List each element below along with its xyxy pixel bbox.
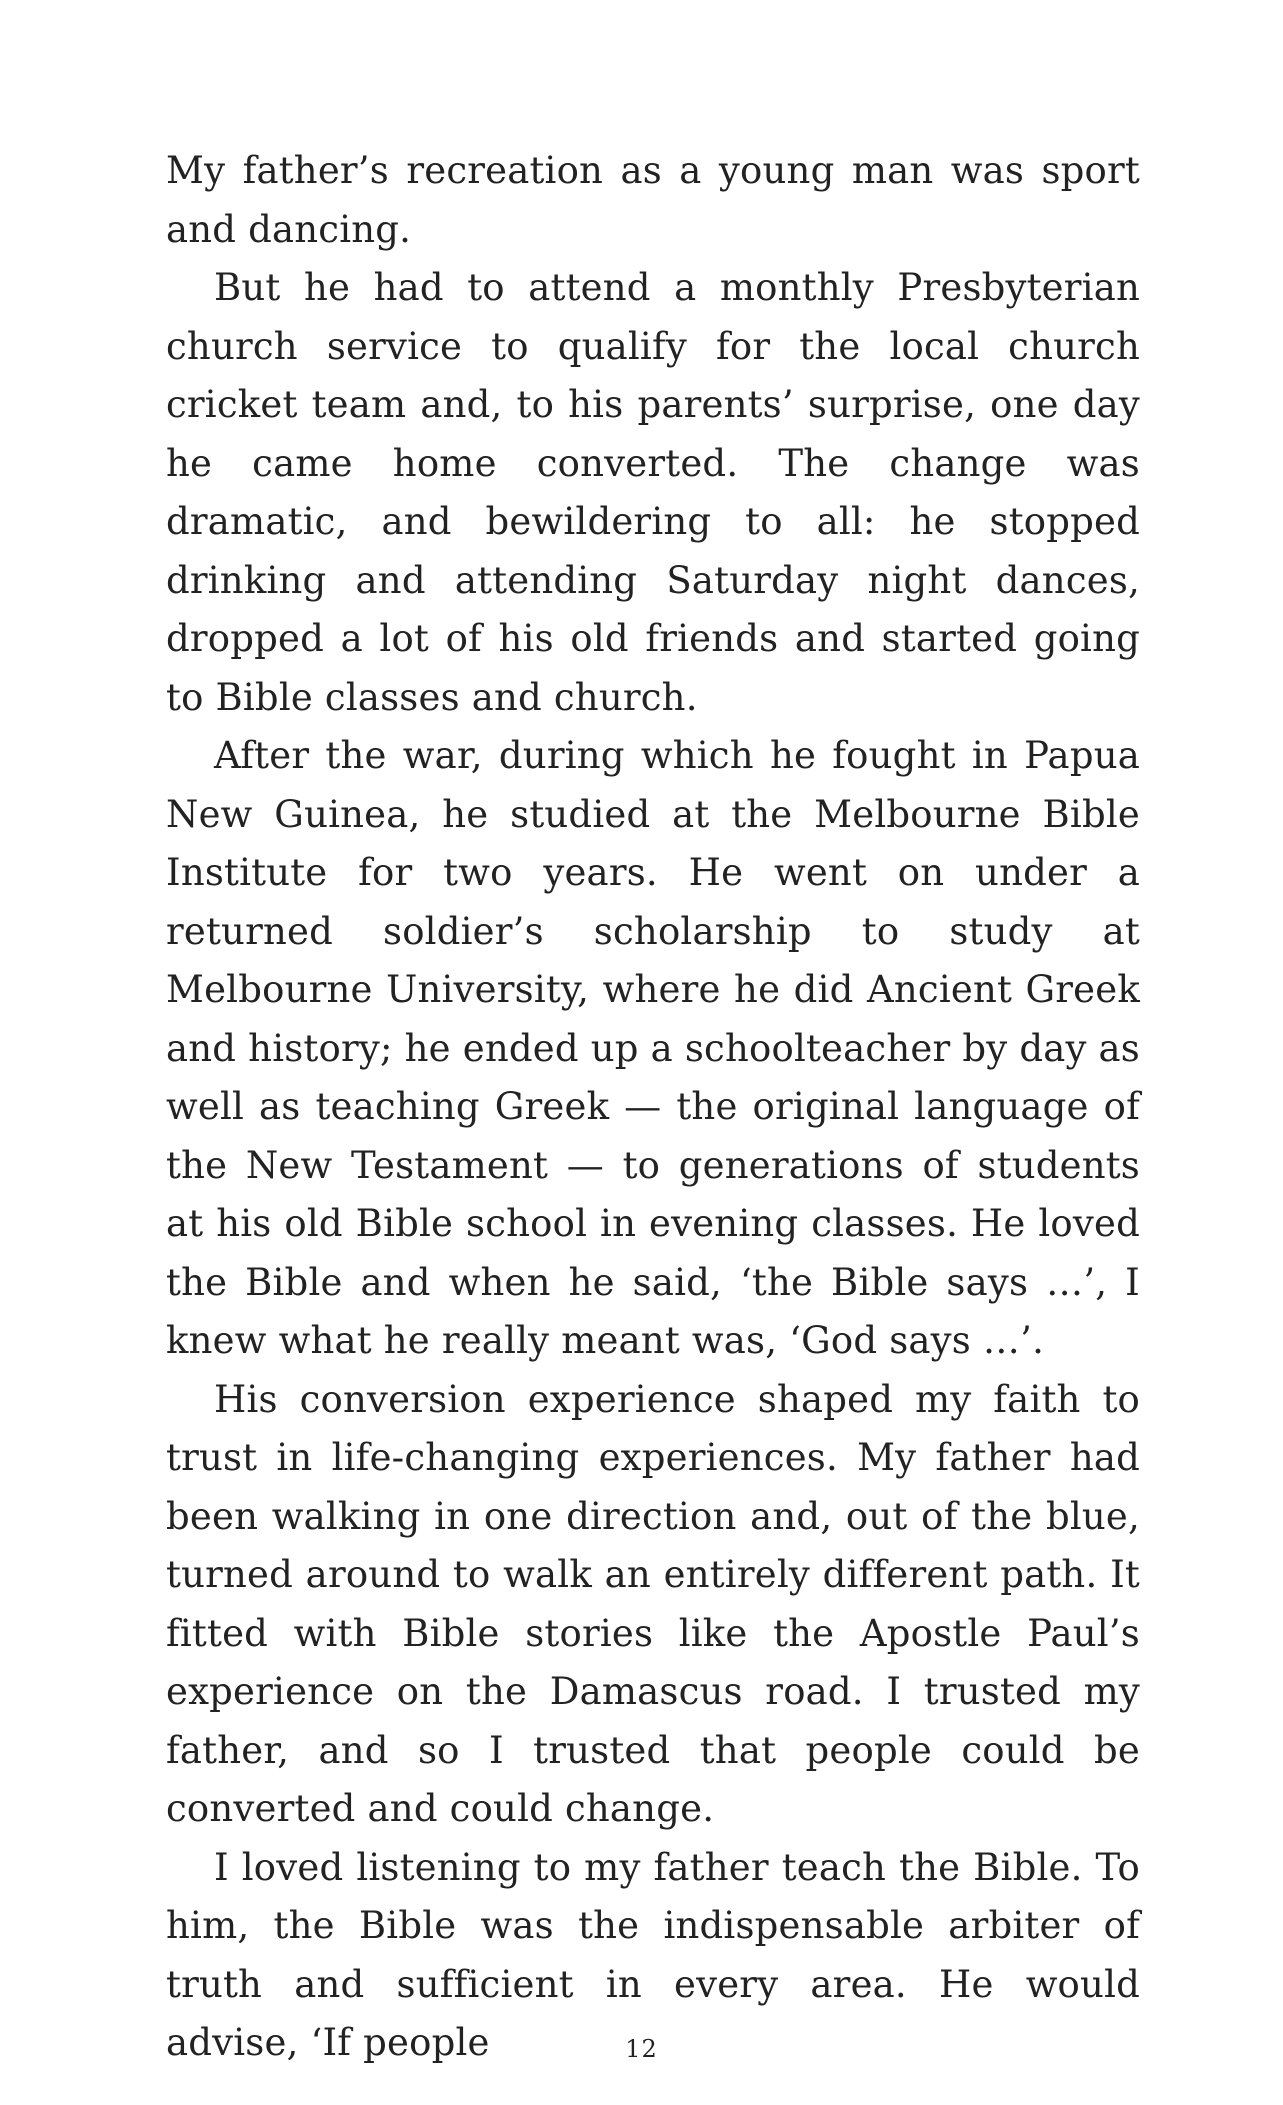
paragraph-5: I loved listening to my father teach the Bible. To him, the Bible was the indispensable arbiter of truth and sufficient in every area. He would advise, ‘If people	[166, 1845, 1140, 2064]
body-text	[166, 142, 1140, 2073]
paragraph-1: My father’s recreation as a young man was sport and dancing.	[166, 149, 1140, 251]
paragraph-3: After the war, during which he fought in Papua New Guinea, he studied at the Melbourne Bible Institute for two years. He went on under a returned soldier’s scholarship to study at Melbourne University, where he did Ancient Greek and history; he ended up a schoolteacher by day as well as teaching Greek — the original language of the New Testament — to generations of students at his old Bible school in evening classes. He loved the Bible and when he said, ‘the Bible says …’, I knew what he really meant was, ‘God says …’.	[166, 734, 1140, 1362]
paragraph-2: But he had to attend a monthly Presbyterian church service to qualify for the local church cricket team and, to his parents’ surprise, one day he came home converted. The change was dramatic, and bewildering to all: he stopped drinking and attending Saturday night dances, dropped a lot of his old friends and started going to Bible classes and church.	[166, 266, 1140, 719]
page-number: 12	[625, 2035, 658, 2063]
paragraph-4: His conversion experience shaped my faith to trust in life-changing experiences. My father had been walking in one direction and, out of the blue, turned around to walk an entirely different path. It fitted with Bible stories like the Apostle Paul’s experience on the Damascus road. I trusted my father, and so I trusted that people could be converted and could change.	[166, 1377, 1140, 1830]
